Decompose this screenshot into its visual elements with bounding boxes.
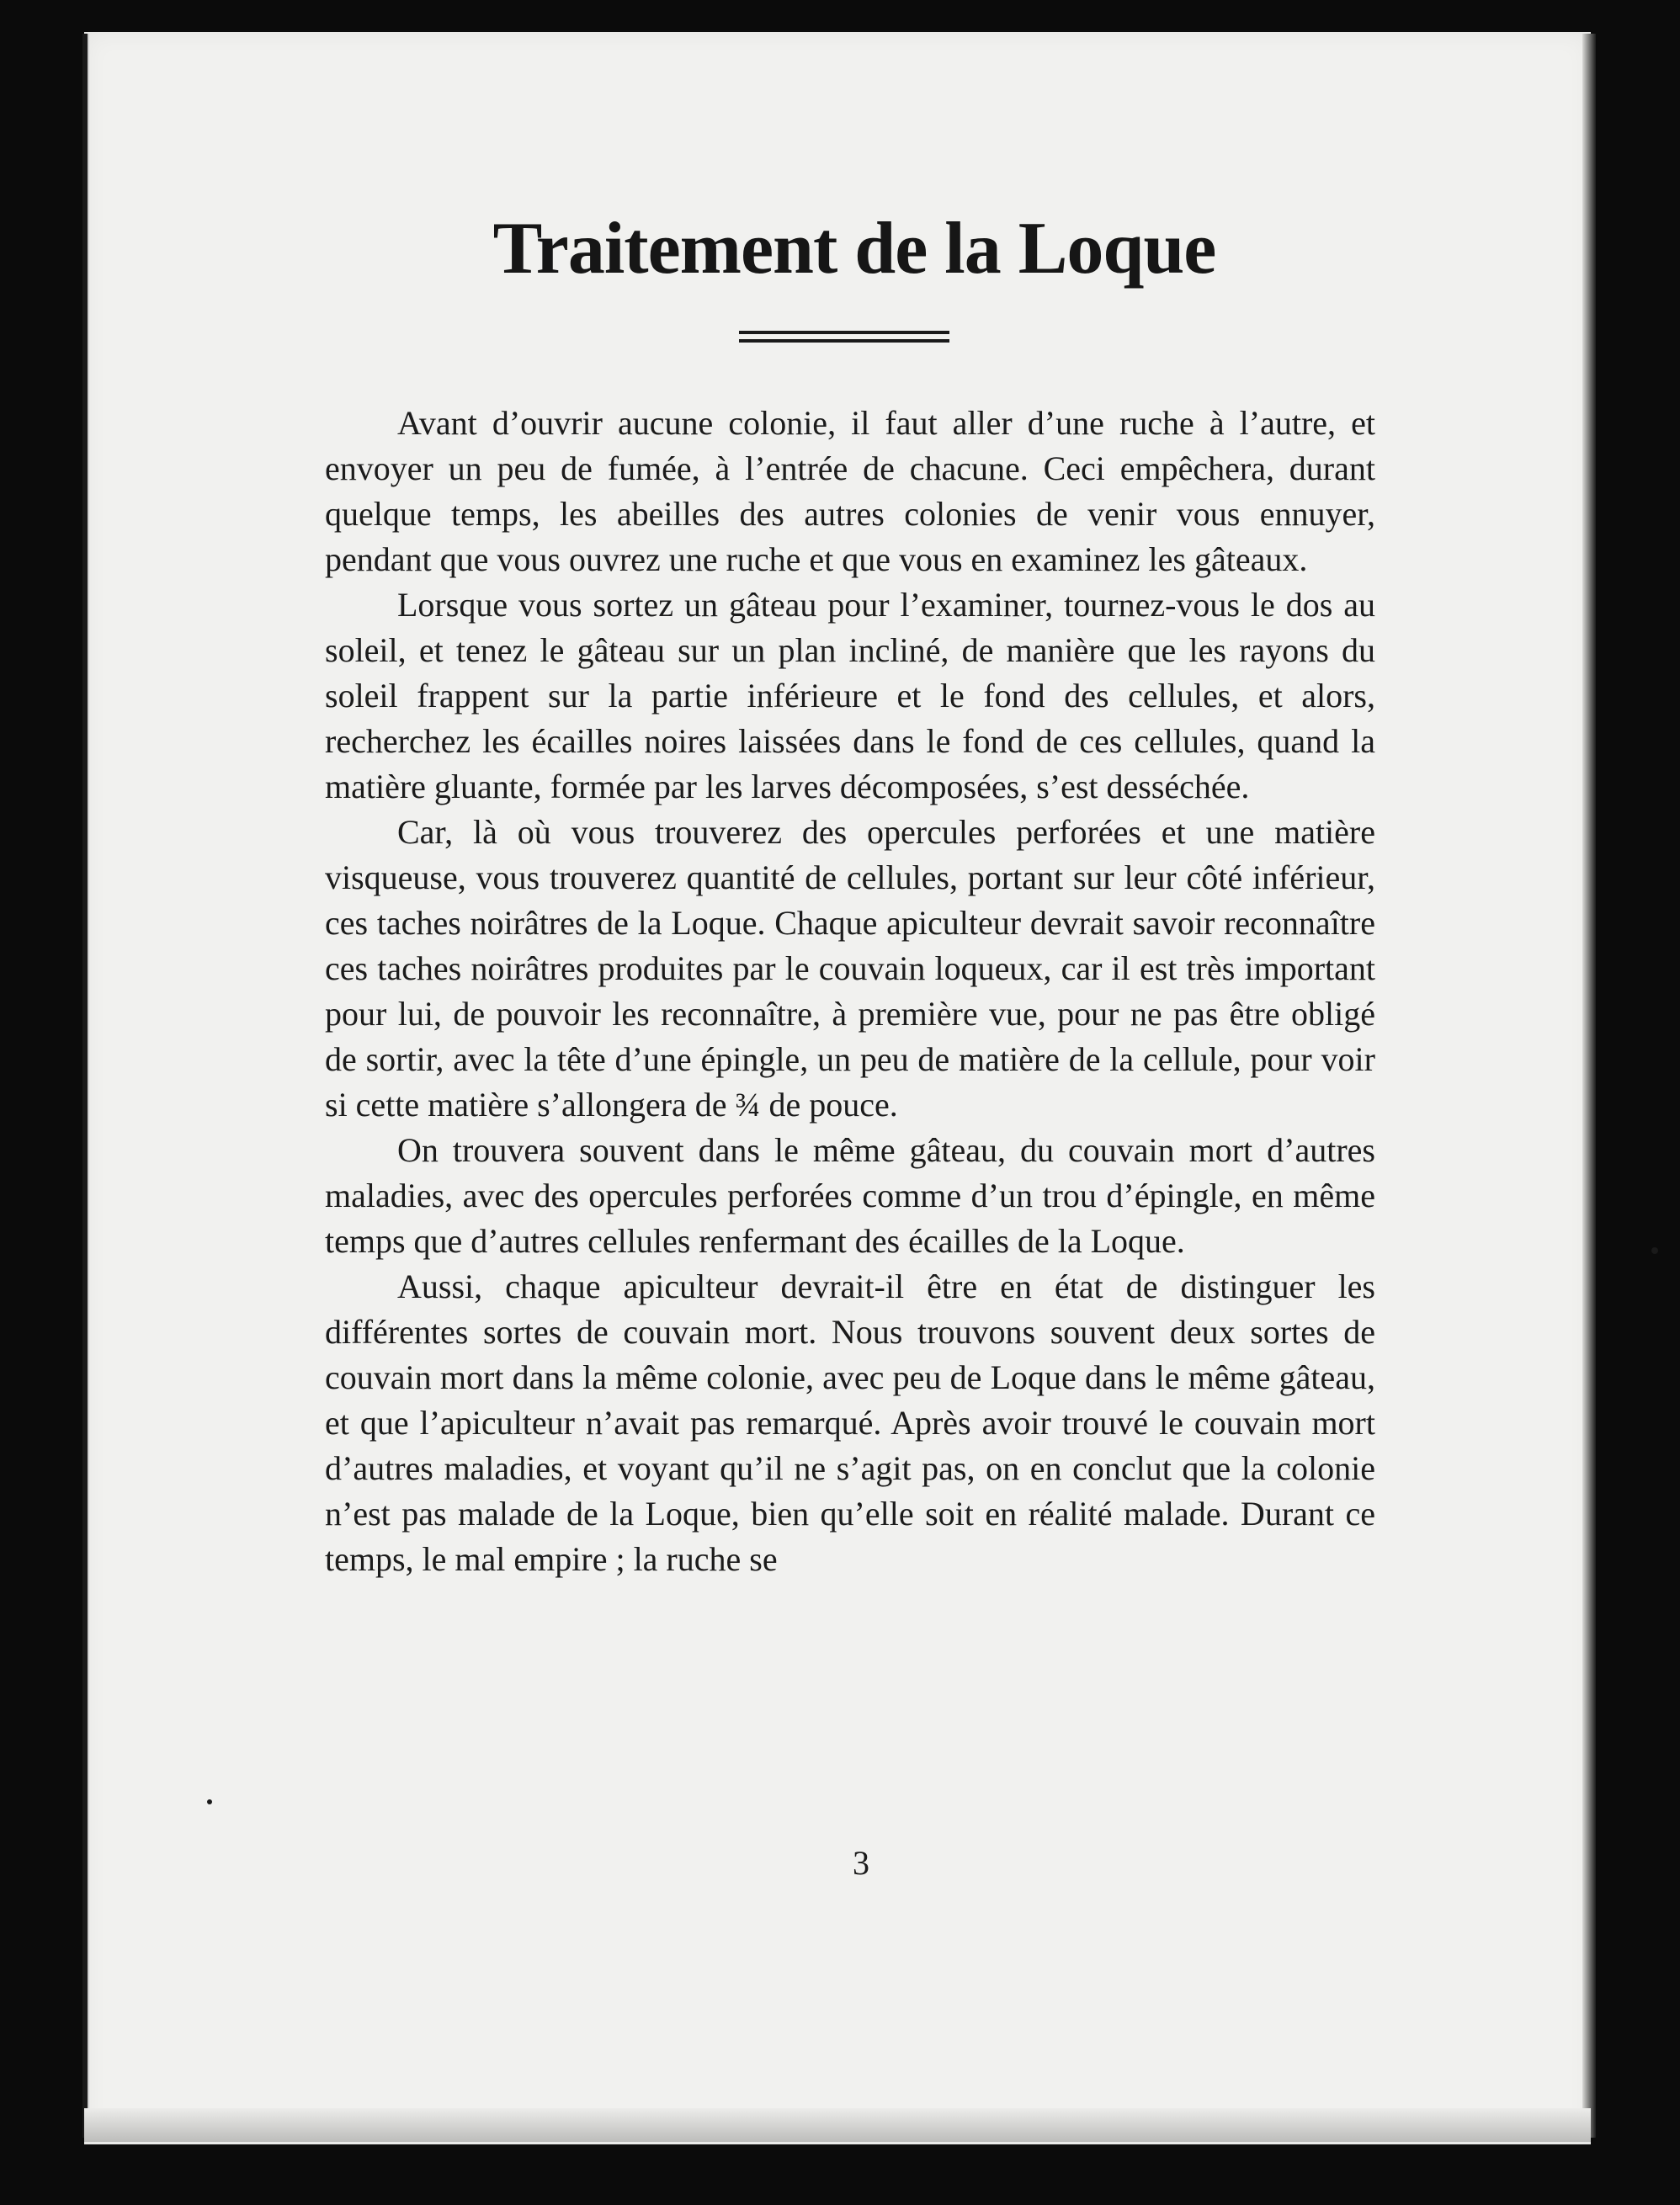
page-bottom-edge bbox=[84, 2108, 1591, 2142]
page-right-edge bbox=[1582, 34, 1596, 2138]
title-double-rule bbox=[739, 331, 949, 344]
paragraph-1: Avant d’ouvrir aucune colonie, il faut aller d’une ruche à l’autre, et envoyer un peu de fumée, à l’entrée de chacune. Ceci empêchera, durant quelque temps, les abeilles des autres colonies de venir vous ennuyer, pendant que vous ouvrez une ruche et que vous en examinez les gâteaux. bbox=[325, 404, 1375, 578]
page-left-edge bbox=[82, 34, 89, 2138]
body-text bbox=[325, 401, 1375, 1582]
paragraph-2: Lorsque vous sortez un gâteau pour l’examiner, tournez-vous le dos au soleil, et tenez le gâteau sur un plan incliné, de manière que les rayons du soleil frappent sur la partie inférieure et le fond des cellules, et alors, recherchez les écailles noires laissées dans le fond de ces cellules, quand la matière gluante, formée par les larves décomposées, s’est desséchée. bbox=[325, 586, 1375, 805]
scan-speck bbox=[1651, 1247, 1658, 1254]
rule-line-bottom bbox=[739, 339, 949, 343]
scan-speck bbox=[207, 1799, 212, 1804]
paragraph-4: On trouvera souvent dans le même gâteau, du couvain mort d’autres maladies, avec des opercules perforées comme d’un trou d’épingle, en même temps que d’autres cellules renfermant des écailles de la Loque. bbox=[325, 1131, 1375, 1260]
paragraph-5: Aussi, chaque apiculteur devrait-il être en état de distinguer les différentes sortes de couvain mort. Nous trouvons souvent deux sortes de couvain mort dans la même colonie, avec peu de Loque dans le même gâteau, et que l’apiculteur n’avait pas remarqué. Après avoir trouvé le couvain mort d’autres maladies, et voyant qu’il ne s’agit pas, on en conclut que la colonie n’est pas malade de la Loque, bien qu’elle soit en réalité malade. Durant ce temps, le mal empire ; la ruche se bbox=[325, 1267, 1375, 1578]
rule-line-top bbox=[739, 331, 949, 334]
paragraph-3: Car, là où vous trouverez des opercules perforées et une matière visqueuse, vous trouverez quantité de cellules, portant sur leur côté inférieur, ces taches noirâtres de la Loque. Chaque apiculteur devrait savoir reconnaître ces taches noirâtres produites par le couvain loqueux, car il est très important pour lui, de pouvoir les reconnaître, à première vue, pour ne pas être obligé de sortir, avec la tête d’une épingle, un peu de matière de la cellule, pour voir si cette matière s’allongera de ¾ de pouce. bbox=[325, 813, 1375, 1124]
page-number: 3 bbox=[853, 1844, 869, 1882]
page-title: Traitement de la Loque bbox=[492, 208, 1216, 290]
